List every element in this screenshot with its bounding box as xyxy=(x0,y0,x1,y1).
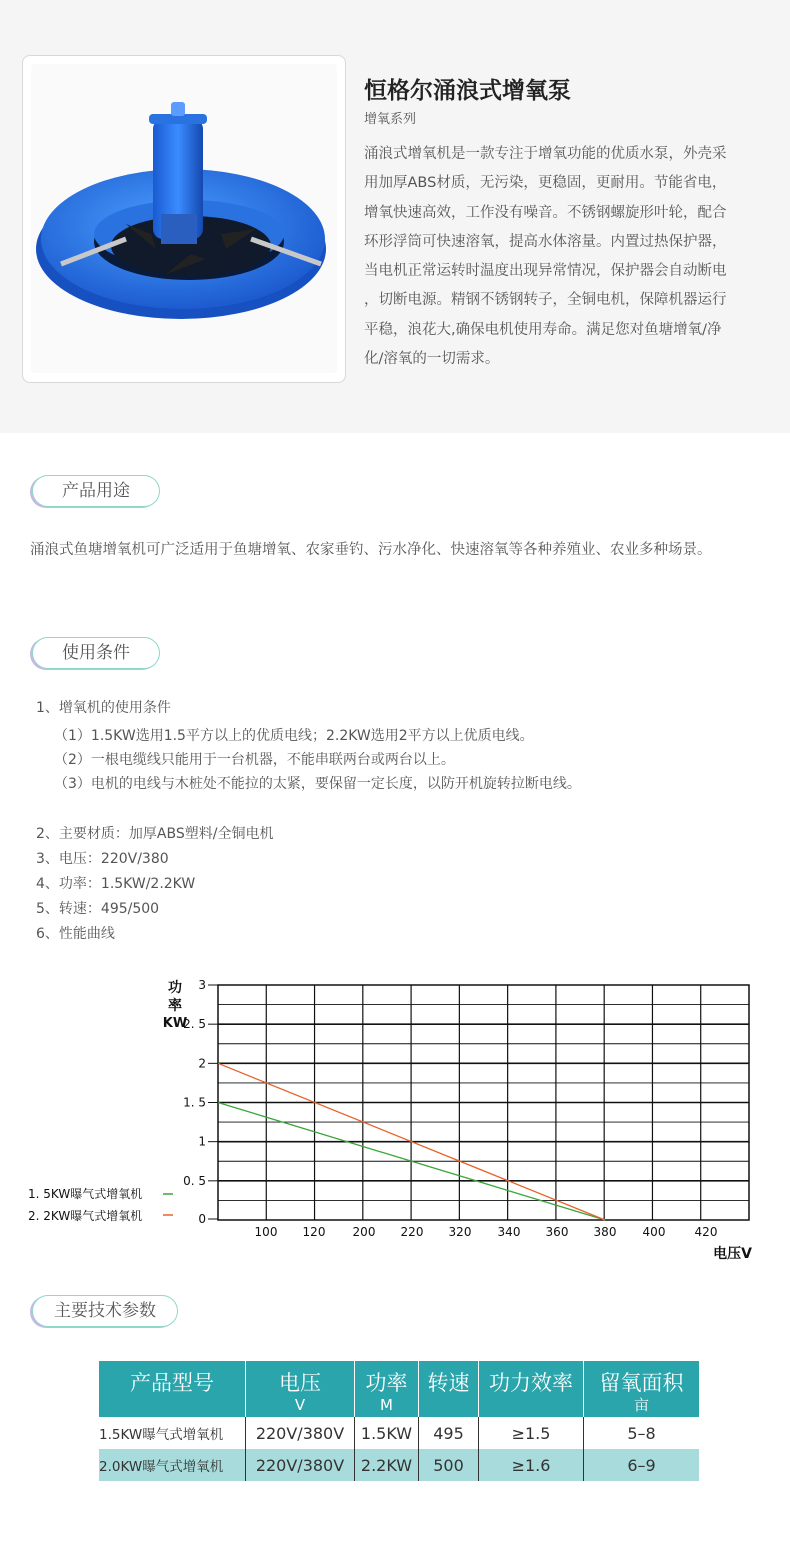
y-tick-label: 0 xyxy=(198,1212,206,1226)
table-cell: ≥1.6 xyxy=(479,1449,584,1481)
x-tick-label: 100 xyxy=(254,1225,278,1239)
x-tick-label: 320 xyxy=(448,1225,472,1239)
chart-grid xyxy=(218,985,749,1220)
product-hero xyxy=(0,0,790,433)
y-tick-label: 2 xyxy=(198,1056,206,1071)
table-row xyxy=(99,1449,699,1481)
condition-item: 2、主要材质：加厚ABS塑料/全铜电机 xyxy=(36,826,274,842)
desc-line: 增氧快速高效，工作没有噪音。不锈钢螺旋形叶轮，配合 xyxy=(364,204,727,221)
col-header-model: 产品型号 xyxy=(99,1361,246,1417)
x-tick-label: 360 xyxy=(545,1225,569,1239)
table-row xyxy=(99,1417,699,1449)
col-header-area: 留氧面积 亩 xyxy=(584,1361,700,1417)
legend-label-1: 1. 5KW曝气式增氧机 xyxy=(28,1187,143,1201)
table-cell: ≥1.5 xyxy=(479,1417,584,1449)
conditions-section-title: 使用条件 xyxy=(32,637,160,669)
table-cell: 500 xyxy=(419,1449,479,1481)
table-cell: 220V/380V xyxy=(246,1417,355,1449)
x-tick-label: 380 xyxy=(593,1225,617,1239)
y-tick-label: 0. 5 xyxy=(183,1173,206,1188)
x-tick-label: 340 xyxy=(497,1225,521,1239)
x-tick-label: 400 xyxy=(642,1225,666,1239)
table-cell: 220V/380V xyxy=(246,1449,355,1481)
performance-chart xyxy=(0,960,790,1270)
x-tick-label: 420 xyxy=(694,1225,718,1239)
desc-line: 当电机正常运转时温度出现异常情况，保护器会自动断电 xyxy=(364,263,727,280)
col-header-efficiency: 功力效率 xyxy=(479,1361,584,1417)
y-tick-label: 1. 5 xyxy=(183,1095,206,1110)
table-cell: 6–9 xyxy=(584,1449,700,1481)
table-cell: 495 xyxy=(419,1417,479,1449)
condition-item: 4、功率：1.5KW/2.2KW xyxy=(36,876,196,892)
usage-section-title: 产品用途 xyxy=(32,475,160,507)
product-subtitle: 增氧系列 xyxy=(364,112,417,127)
table-cell: 1.5KW曝气式增氧机 xyxy=(99,1417,246,1449)
product-description xyxy=(364,140,764,374)
table-cell: 5–8 xyxy=(584,1417,700,1449)
col-header-power: 功率 M xyxy=(355,1361,419,1417)
desc-line: 化/溶氧的一切需求。 xyxy=(364,351,500,368)
col-header-voltage: 电压 V xyxy=(246,1361,355,1417)
table-cell: 2.2KW xyxy=(355,1449,419,1481)
condition-item: 1、增氧机的使用条件 xyxy=(36,700,171,716)
x-axis-label: 电压V xyxy=(713,1246,752,1262)
product-title: 恒格尔涌浪式增氧泵 xyxy=(364,78,571,104)
desc-line: 平稳，浪花大,确保电机使用寿命。满足您对鱼塘增氧/净 xyxy=(364,321,722,338)
condition-item: 3、电压：220V/380 xyxy=(36,851,169,867)
x-tick-label: 220 xyxy=(400,1225,424,1239)
product-image xyxy=(31,64,337,373)
y-tick-label: 1 xyxy=(198,1134,206,1149)
condition-item: （2）一根电缆线只能用于一台机器，不能串联两台或两台以上。 xyxy=(54,752,455,768)
y-axis-label-3: KW xyxy=(162,1016,188,1031)
legend-label-2: 2. 2KW曝气式增氧机 xyxy=(28,1209,143,1223)
product-image-frame xyxy=(22,55,346,383)
condition-item: （1）1.5KW选用1.5平方以上的优质电线；2.2KW选用2平方以上优质电线。 xyxy=(54,728,534,744)
desc-line: 环形浮筒可快速溶氧，提高水体溶量。内置过热保护器， xyxy=(364,233,727,250)
y-axis-label-1: 功 xyxy=(168,980,182,996)
x-tick-label: 200 xyxy=(352,1225,376,1239)
y-tick-label: 2. 5 xyxy=(183,1017,206,1032)
desc-line: 涌浪式增氧机是一款专注于增氧功能的优质水泵，外壳采 xyxy=(364,146,727,162)
desc-line: ，切断电源。精钢不锈钢转子，全铜电机，保障机器运行 xyxy=(364,292,727,309)
table-cell: 1.5KW xyxy=(355,1417,419,1449)
condition-item: （3）电机的电线与木桩处不能拉的太紧，要保留一定长度，以防开机旋转拉断电线。 xyxy=(54,776,581,792)
condition-item: 5、转速：495/500 xyxy=(36,901,160,917)
params-section-title: 主要技术参数 xyxy=(32,1295,178,1327)
y-axis-label-2: 率 xyxy=(168,998,182,1014)
table-cell: 2.0KW曝气式增氧机 xyxy=(99,1449,246,1481)
params-table xyxy=(99,1361,699,1481)
condition-item: 6、性能曲线 xyxy=(36,926,115,942)
col-header-speed: 转速 xyxy=(419,1361,479,1417)
x-tick-label: 120 xyxy=(302,1225,326,1239)
y-tick-label: 3 xyxy=(198,978,206,992)
usage-text: 涌浪式鱼塘增氧机可广泛适用于鱼塘增氧、农家垂钓、污水净化、快速溶氧等各种养殖业、农业多种场景。 xyxy=(30,542,712,558)
desc-line: 用加厚ABS材质，无污染，更稳固，更耐用。节能省电， xyxy=(364,175,727,192)
